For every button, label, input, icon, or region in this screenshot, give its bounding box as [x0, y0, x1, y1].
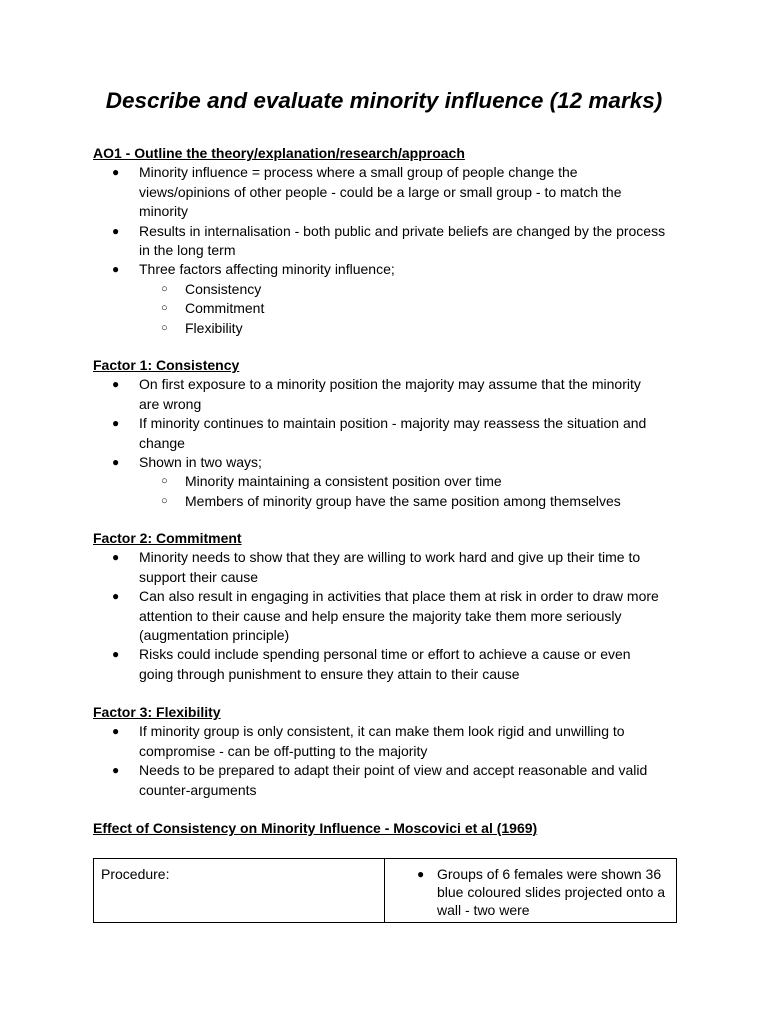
- factor-3-bullet-list: [93, 722, 683, 800]
- bullet-icon: ●: [112, 589, 120, 604]
- list-item: [93, 548, 683, 587]
- procedure-table: [93, 858, 677, 923]
- list-item: [93, 222, 683, 261]
- sub-list-item: [93, 472, 683, 491]
- hollow-bullet-icon: ○: [161, 494, 168, 507]
- bullet-text: Risks could include spending personal time or effort to achieve a cause or even going through punishment to ensure they attain to their cause: [139, 646, 631, 682]
- bullet-icon: ●: [112, 416, 120, 431]
- table-cell-content: [385, 859, 677, 923]
- section-heading-ao1: AO1 - Outline the theory/explanation/research/approach: [93, 145, 465, 161]
- sub-item-text: Members of minority group have the same position among themselves: [185, 492, 621, 509]
- section-heading-moscovici: Effect of Consistency on Minority Influence - Moscovici et al (1969): [93, 820, 538, 836]
- bullet-text: Shown in two ways;: [139, 454, 262, 471]
- bullet-text: Groups of 6 females were shown 36 blue coloured slides projected onto a wall - two were: [437, 866, 666, 918]
- procedure-label: Procedure:: [101, 866, 170, 882]
- list-item: [93, 375, 683, 414]
- bullet-text: If minority continues to maintain position - majority may reassess the situation and change: [139, 415, 647, 451]
- section-heading-factor-1: Factor 1: Consistency: [93, 357, 240, 373]
- list-item: [93, 645, 683, 684]
- sub-list-item: [93, 319, 683, 338]
- section-factor-2: [93, 529, 683, 684]
- bullet-text: Minority influence = process where a small group of people change the views/opinions of other people - could be a large or small group - to match the minority: [139, 164, 622, 220]
- bullet-text: Results in internalisation - both public and private beliefs are changed by the process in the long term: [139, 222, 666, 259]
- bullet-icon: ●: [112, 262, 120, 277]
- bullet-icon: ●: [112, 223, 120, 238]
- bullet-icon: ●: [112, 377, 120, 392]
- list-item: [93, 587, 683, 645]
- bullet-icon: ●: [112, 724, 120, 739]
- bullet-icon: ●: [112, 647, 120, 662]
- bullet-icon: ●: [417, 867, 425, 881]
- section-heading-factor-2: Factor 2: Commitment: [93, 530, 242, 546]
- ao1-bullet-list: [93, 163, 683, 338]
- list-item: [93, 722, 683, 761]
- sub-list-item: [93, 280, 683, 299]
- hollow-bullet-icon: ○: [161, 282, 168, 295]
- procedure-bullet-list: [392, 865, 669, 919]
- factor-1-sub-list: [139, 472, 683, 511]
- table-cell-label: [94, 859, 385, 923]
- bullet-icon: ●: [112, 550, 120, 565]
- bullet-text: Needs to be prepared to adapt their point of view and accept reasonable and valid counter-arguments: [139, 762, 648, 798]
- list-item: [93, 163, 683, 221]
- bullet-icon: ●: [112, 763, 120, 778]
- ao1-sub-list: [139, 280, 683, 338]
- section-factor-3: [93, 703, 683, 800]
- hollow-bullet-icon: ○: [161, 475, 168, 488]
- sub-item-text: Flexibility: [185, 319, 243, 336]
- bullet-text: Three factors affecting minority influence;: [139, 261, 395, 278]
- hollow-bullet-icon: ○: [161, 302, 168, 315]
- bullet-text: Can also result in engaging in activities that place them at risk in order to draw more attention to their cause and help ensure the majority take them more seriously (augmentation principle): [139, 588, 659, 644]
- page-title: Describe and evaluate minority influence (12 marks): [105, 88, 663, 113]
- section-ao1: [93, 144, 683, 338]
- sub-list-item: [93, 299, 683, 318]
- list-item: [93, 414, 683, 453]
- sub-item-text: Consistency: [185, 280, 262, 297]
- table-row: [94, 859, 677, 923]
- hollow-bullet-icon: ○: [161, 321, 168, 334]
- sub-list-item: [93, 492, 683, 511]
- list-item: [93, 761, 683, 800]
- list-item: [93, 260, 683, 338]
- sub-item-text: Minority maintaining a consistent position over time: [185, 473, 502, 490]
- bullet-icon: ●: [112, 455, 120, 470]
- bullet-text: On first exposure to a minority position the majority may assume that the minority are wrong: [139, 376, 641, 412]
- bullet-text: If minority group is only consistent, it can make them look rigid and unwilling to compromise - can be off-putting to the majority: [139, 723, 625, 759]
- section-factor-1: [93, 356, 683, 511]
- factor-2-bullet-list: [93, 548, 683, 684]
- factor-1-bullet-list: [93, 375, 683, 511]
- section-heading-factor-3: Factor 3: Flexibility: [93, 704, 221, 720]
- bullet-text: Minority needs to show that they are willing to work hard and give up their time to support their cause: [139, 549, 641, 585]
- list-item: [392, 865, 669, 919]
- list-item: [93, 453, 683, 511]
- sub-item-text: Commitment: [185, 300, 265, 317]
- bullet-icon: ●: [112, 165, 120, 180]
- section-moscovici: [93, 819, 683, 838]
